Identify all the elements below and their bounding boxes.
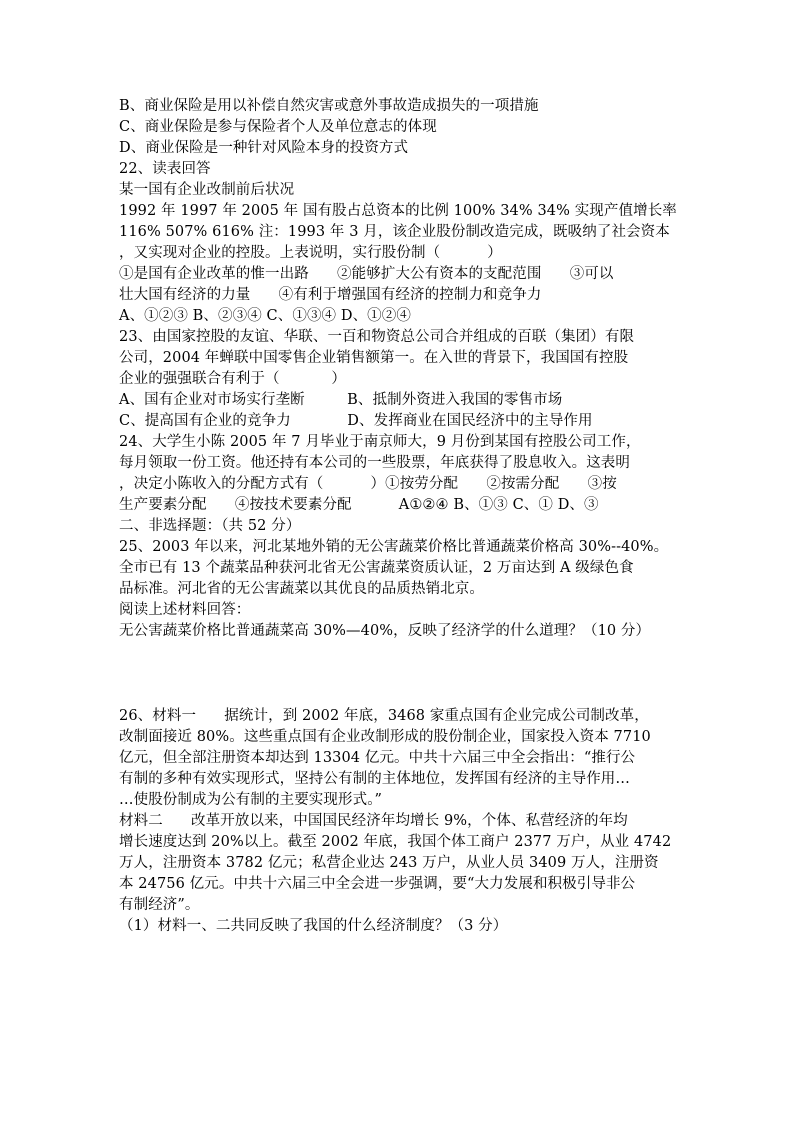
section-heading: 二、非选择题：（共 52 分） (119, 518, 301, 534)
question-prompt: （1）材料一、二共同反映了我国的什么经济制度？（3 分） (119, 918, 508, 934)
text-line: 有制的多种有效实现形式，坚持公有制的主体地位，发挥国有经济的主导作用… (119, 771, 630, 787)
answer-options: C、提高国有企业的竞争力 D、发挥商业在国民经济中的主导作用 (119, 413, 593, 429)
text-line: 公司，2004 年蝉联中国零售企业销售额第一。在入世的背景下，我国国有控股 (119, 350, 629, 366)
text-line: 品标准。河北省的无公害蔬菜以其优良的品质热销北京。 (119, 581, 484, 597)
text-line: 亿元，但全部注册资本却达到 13304 亿元。中共十六届三中全会指出：“推行公 (119, 750, 636, 766)
text-line: 生产要素分配 ④按技术要素分配 A①②④ B、①③ C、① D、③ (119, 497, 599, 513)
text-line: 某一国有企业改制前后状况 (119, 182, 295, 198)
material-two-heading: 材料二 改革开放以来，中国国民经济年均增长 9%，个体、私营经济的年均 (119, 813, 628, 829)
text-line: 全市已有 13 个蔬菜品种获河北省无公害蔬菜资质认证，2 万亩达到 A 级绿色食 (119, 560, 634, 576)
question-23-heading: 23、由国家控股的友谊、华联、一百和物资总公司合并组成的百联（集团）有限 (119, 329, 635, 345)
text-line: 阅读上述材料回答： (119, 602, 251, 618)
text-line: 本 24756 亿元。中共十六届三中全会进一步强调，要“大力发展和积极引导非公 (119, 876, 636, 892)
text-line: 每月领取一份工资。他还持有本公司的一些股票，年底获得了股息收入。这表明 (119, 455, 630, 471)
text-line: …使股份制成为公有制的主要实现形式。” (119, 792, 383, 808)
question-prompt: 无公害蔬菜价格比普通蔬菜高 30%—40%，反映了经济学的什么道理？（10 分） (119, 623, 651, 639)
text-line: 有制经济”。 (119, 897, 200, 913)
questions-block-b (119, 706, 679, 937)
text-line: ①是国有企业改革的惟一出路 ②能够扩大公有资本的支配范围 ③可以 (119, 266, 614, 282)
question-22-heading: 22、读表回答 (119, 161, 211, 177)
question-25-heading: 25、2003 年以来，河北某地外销的无公害蔬菜价格比普通蔬菜价格高 30%--40%。 (119, 539, 669, 555)
text-line: C、商业保险是参与保险者个人及单位意志的体现 (119, 119, 437, 135)
question-26-heading: 26、材料一 据统计，到 2002 年底，3468 家重点国有企业完成公司制改革， (119, 708, 649, 724)
answer-options: A、国有企业对市场实行垄断 B、抵制外资进入我国的零售市场 (119, 392, 563, 408)
answer-space (119, 642, 679, 706)
questions-block-a (119, 96, 679, 642)
text-line: ，又实现对企业的控股。上表说明，实行股份制（ ） (119, 245, 502, 261)
document-page (119, 96, 679, 937)
answer-options: A、①②③ B、②③④ C、①③④ D、①②④ (119, 308, 411, 324)
question-24-heading: 24、大学生小陈 2005 年 7 月毕业于南京师大，9 月份到某国有控股公司工作， (119, 434, 641, 450)
text-line: ，决定小陈收入的分配方式有（ ）①按劳分配 ②按需分配 ③按 (119, 476, 617, 492)
text-line: 万人，注册资本 3782 亿元；私营企业达 243 万户，从业人员 3409 万人，注册资 (119, 855, 659, 871)
text-line: 116% 507% 616% 注：1993 年 3 月，该企业股份制改造完成，既吸纳了社会资本 (119, 224, 670, 240)
text-line: 改制面接近 80%。这些重点国有企业改制形成的股份制企业，国家投入资本 7710 (119, 729, 651, 745)
text-line: D、商业保险是一种针对风险本身的投资方式 (119, 140, 409, 156)
text-line: 1992 年 1997 年 2005 年 国有股占总资本的比例 100% 34% 34% 实现产值增长率 (119, 203, 677, 219)
text-line: 壮大国有经济的力量 ④有利于增强国有经济的控制力和竞争力 (119, 287, 542, 303)
text-line: 企业的强强联合有利于（ ） (119, 371, 346, 387)
text-line: 增长速度达到 20%以上。截至 2002 年底，我国个体工商户 2377 万户，从业 4742 (119, 834, 672, 850)
text-line: B、商业保险是用以补偿自然灾害或意外事故造成损失的一项措施 (119, 98, 539, 114)
